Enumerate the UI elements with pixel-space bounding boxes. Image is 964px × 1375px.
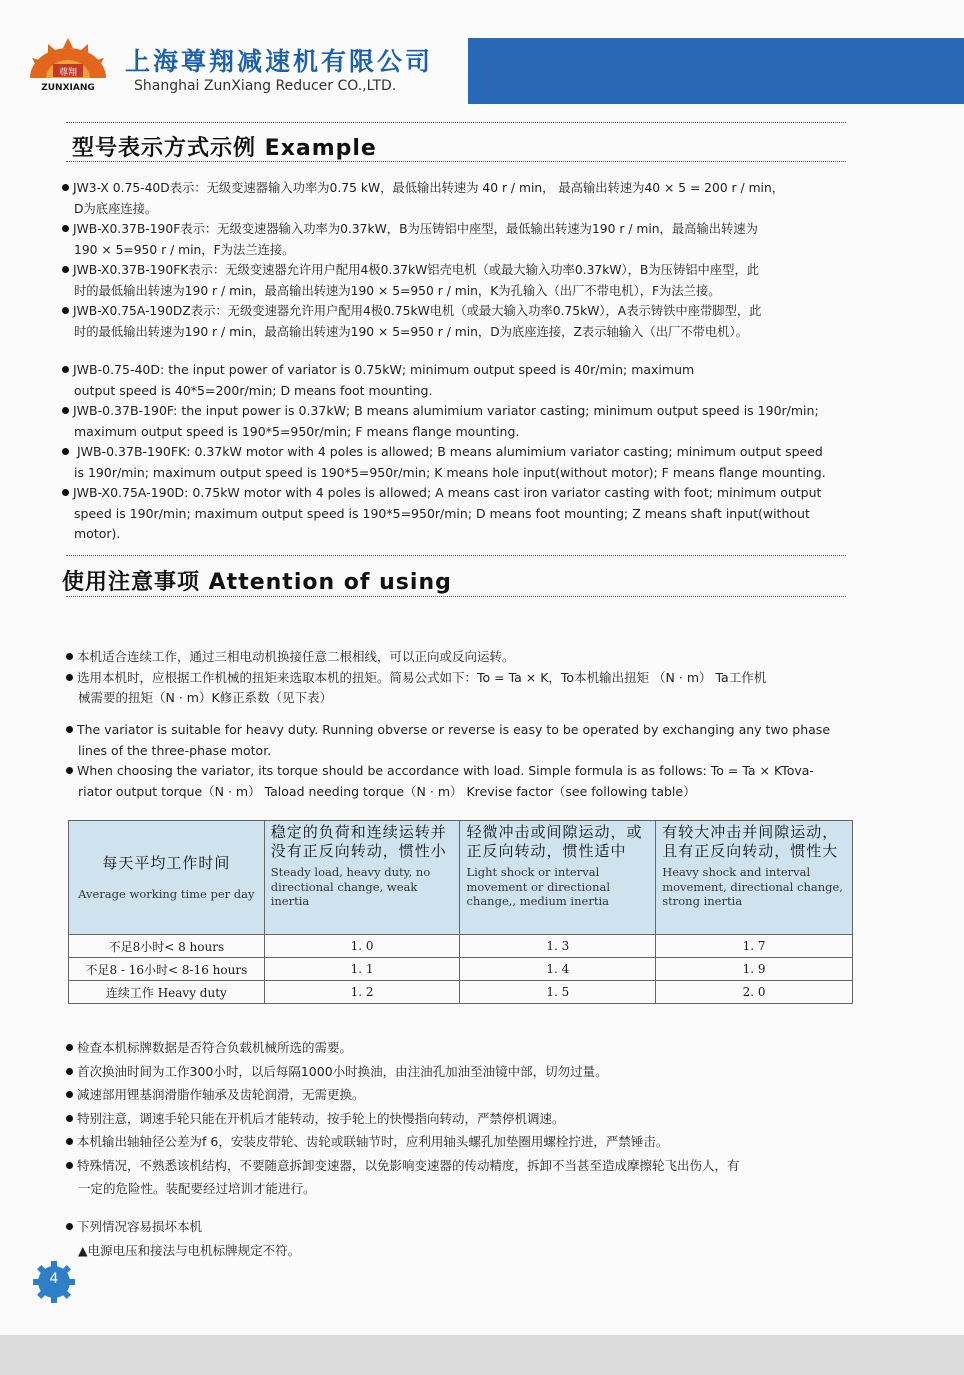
table-cell: 1. 3 (460, 935, 656, 958)
list-item-line (62, 281, 862, 302)
divider (66, 555, 846, 556)
table-cell: 1. 1 (264, 958, 460, 981)
table-cell: 不足8 - 16小时< 8-16 hours (69, 958, 265, 981)
bullet-icon (62, 407, 69, 414)
list-item-line (66, 1154, 866, 1178)
company-name-cn: 上海尊翔减速机有限公司 (125, 47, 434, 76)
list-item-line (62, 219, 862, 240)
bullet-icon (62, 225, 69, 232)
header-en: Average working time per day (78, 886, 255, 901)
list-item-text: lines of the three-phase motor. (78, 742, 272, 758)
table-header-cell (460, 821, 656, 935)
table-cell: 1. 9 (656, 958, 853, 981)
list-item-text: 时的最低输出转速为190 r / min，最高输出转速为190 × 5=950 r / min，D为底座连接，Z表示轴输入（出厂不带电机）。 (74, 324, 748, 339)
list-item-line (62, 401, 862, 422)
header-en: Light shock or interval movement or directional change,, medium inertia (466, 865, 611, 908)
list-item-line (66, 688, 866, 709)
bullet-icon (62, 266, 69, 273)
list-item-text: 首次换油时间为工作300小时，以后每隔1000小时换油，由注油孔加油至油镜中部，切勿过量。 (77, 1063, 608, 1079)
table-cell: 1. 7 (656, 935, 853, 958)
bullet-icon (62, 307, 69, 314)
header-cn: 每天平均工作时间 (102, 853, 231, 872)
list-item-text: JWB-0.37B-190F: the input power is 0.37kW; B means alumimium variator casting; minimum output speed is 190r/min; (73, 403, 819, 418)
coefficient-table (68, 820, 853, 1004)
list-item-text: JWB-0.75-40D: the input power of variator is 0.75kW; minimum output speed is 40r/min; maximum (73, 362, 695, 377)
list-item-text: 检查本机标牌数据是否符合负载机械所选的需要。 (77, 1040, 353, 1055)
list-item-text: JWB-X0.37B-190FK表示：无级变速器允许用户配用4极0.37kW铝壳电机（或最大输入功率0.37kW），B为压铸铝中座型，此 (73, 263, 760, 277)
attention-cn-list (66, 647, 866, 709)
table-row (69, 981, 853, 1004)
list-item-line (66, 1036, 866, 1060)
bullet-icon (62, 489, 69, 496)
list-item-text: 减速部用锂基润滑脂作轴承及齿轮润滑，无需更换。 (77, 1087, 365, 1102)
list-item-line (66, 782, 866, 803)
list-item-text: maximum output speed is 190*5=950r/min; F means flange mounting. (74, 423, 520, 439)
list-item-line (62, 483, 862, 504)
list-item-line (66, 1060, 866, 1084)
bullet-icon (66, 1138, 73, 1145)
list-item-line (62, 178, 862, 199)
list-item-line (62, 504, 862, 525)
bullet-icon (66, 1068, 73, 1075)
bullet-icon (62, 366, 69, 373)
list-item-text: 特别注意，调速手轮只能在开机后才能转动，按手轮上的快慢指向转动，严禁停机调速。 (77, 1110, 565, 1126)
list-item-text: 190 × 5=950 r / min，F为法兰连接。 (74, 242, 295, 257)
list-item-text: is 190r/min; maximum output speed is 190*5=950r/min; K means hole input(without motor); F means flange mounting. (74, 464, 826, 480)
list-item-line (66, 1130, 866, 1154)
header-band (468, 38, 964, 104)
list-item-text: The variator is suitable for heavy duty. Running obverse or reverse is easy to be operated by exchanging any two phase (77, 722, 831, 737)
logo-text-en: ZUNXIANG (41, 83, 95, 93)
list-item-text: 时的最低输出转速为190 r / min，最高输出转速为190 × 5=950 r / min，K为孔输入（出厂不带电机），F为法兰接。 (74, 283, 721, 298)
list-item-line (62, 260, 862, 281)
table-cell: 2. 0 (656, 981, 853, 1004)
attention-en-list (66, 720, 866, 802)
list-item-line (66, 720, 866, 741)
list-item-line (62, 240, 862, 261)
bullet-icon (62, 448, 69, 455)
company-logo (18, 36, 118, 96)
list-item-line (62, 360, 862, 381)
list-item-line (62, 442, 862, 463)
list-item-line (66, 647, 866, 668)
bullet-icon (66, 653, 73, 660)
table-header-row (69, 821, 853, 935)
list-item-line (62, 199, 862, 220)
list-item-line (62, 463, 862, 484)
bullet-icon (66, 1091, 73, 1098)
list-item-text: 械需要的扭矩（N · m）K修正系数（见下表） (78, 690, 333, 705)
list-item-line (62, 422, 862, 443)
divider (66, 161, 846, 162)
list-item-line (62, 301, 862, 322)
bullet-icon (66, 1223, 73, 1230)
list-item-line (66, 1083, 866, 1107)
page-header (0, 0, 964, 105)
list-item-line (62, 524, 862, 545)
example-section-title: 型号表示方式示例 Example (72, 136, 377, 161)
table-row (69, 935, 853, 958)
bullet-icon (66, 726, 73, 733)
list-item-text: output speed is 40*5=200r/min; D means foot mounting. (74, 382, 433, 398)
example-en-list (62, 360, 862, 545)
list-item-line (62, 322, 862, 343)
list-item-text: When choosing the variator, its torque should be accordance with load. Simple formula is as follows: To = Ta × KTova- (77, 763, 814, 778)
bullet-icon (66, 1162, 73, 1169)
table-cell: 连续工作 Heavy duty (69, 981, 265, 1004)
list-item-text: JWB-X0.75A-190D: 0.75kW motor with 4 poles is allowed; A means cast iron variator casting with foot; minimum output (73, 485, 822, 500)
damage-block (66, 1215, 866, 1262)
list-item-text: 一定的危险性。装配要经过培训才能进行。 (78, 1181, 316, 1196)
header-cn: 稳定的负荷和连续运转并没有正反向转动，惯性小 (270, 823, 447, 860)
table-cell: 不足8小时< 8 hours (69, 935, 265, 958)
attention-section-title: 使用注意事项 Attention of using (62, 570, 452, 595)
list-item-text: JWB-X0.37B-190F表示：无级变速器输入功率为0.37kW，B为压铸铝中座型，最低输出转速为190 r / min，最高输出转速为 (73, 222, 758, 236)
example-cn-list (62, 178, 862, 342)
page-number-badge (32, 1260, 76, 1304)
bullet-icon (66, 1044, 73, 1051)
list-item-text: JWB-X0.75A-190DZ表示：无级变速器允许用户配用4极0.75kW电机（或最大输入功率0.75kW），A表示铸铁中座带脚型，此 (73, 304, 762, 318)
list-item-text: D为底座连接。 (74, 201, 158, 216)
list-item-line (66, 761, 866, 782)
list-item-line (66, 1177, 866, 1201)
header-cn: 轻微冲击或间隙运动，或正反向转动，惯性适中 (466, 823, 643, 860)
table-cell: 1. 2 (264, 981, 460, 1004)
list-item-line (62, 381, 862, 402)
table-cell: 1. 4 (460, 958, 656, 981)
table-row (69, 958, 853, 981)
list-item-text: 本机适合连续工作，通过三相电动机换接任意二根相线，可以正向或反向运转。 (77, 649, 515, 664)
list-item-text: motor). (74, 526, 121, 541)
logo-text-cn: 尊翔 (58, 68, 78, 78)
header-cn: 有较大冲击并间隙运动，且有正反向转动，惯性大 (662, 823, 839, 860)
list-item-text: JW3-X 0.75-40D表示：无级变速器输入功率为0.75 kW，最低输出转速为 40 r / min， 最高输出转速为40 × 5 = 200 r / min， (73, 181, 785, 195)
company-name-en: Shanghai ZunXiang Reducer CO.,LTD. (134, 78, 397, 94)
list-item-line (66, 1107, 866, 1131)
bullet-icon (66, 1115, 73, 1122)
table-cell: 1. 0 (264, 935, 460, 958)
divider (66, 596, 846, 597)
bullet-icon (66, 674, 73, 681)
list-item-text: JWB-0.37B-190FK: 0.37kW motor with 4 poles is allowed; B means alumimium variator casting; minimum output speed (73, 444, 823, 459)
list-item-text: riator output torque（N · m） Taload needing torque（N · m） Krevise factor（see following table） (78, 783, 696, 799)
notes-list (66, 1036, 866, 1201)
page-bottom-edge (0, 1335, 964, 1375)
damage-title: 下列情况容易损坏本机 (77, 1219, 203, 1234)
list-item: ▲电源电压和接法与电机标牌规定不符。 (78, 1242, 301, 1258)
table-cell: 1. 5 (460, 981, 656, 1004)
table-header-cell (69, 821, 265, 935)
list-item (66, 1215, 866, 1239)
list-item-line (66, 668, 866, 689)
bullet-icon (66, 767, 73, 774)
table-header-cell (656, 821, 853, 935)
header-en: Heavy shock and interval movement, directional change, strong inertia (662, 865, 843, 908)
bullet-icon (62, 184, 69, 191)
list-item-text: 特殊情况，不熟悉该机结构，不要随意拆卸变速器，以免影响变速器的传动精度，拆卸不当甚至造成摩擦轮飞出伤人，有 (77, 1157, 740, 1173)
header-en: Steady load, heavy duty, no directional change, weak inertia (270, 865, 431, 908)
list-item-text: speed is 190r/min; maximum output speed is 190*5=950r/min; D means foot mounting; Z means shaft input(without (74, 505, 810, 521)
list-item-line (66, 741, 866, 762)
table-header-cell (264, 821, 460, 935)
list-item-text: 选用本机时，应根据工作机械的扭矩来选取本机的扭矩。简易公式如下：To = Ta × K，To本机输出扭矩 （N · m） Ta工作机 (77, 669, 767, 685)
list-item-text: 本机输出轴轴径公差为f 6，安装皮带轮、齿轮或联轴节时，应利用轴头螺孔加垫圈用螺栓拧进，严禁锤击。 (77, 1134, 669, 1149)
divider (66, 122, 846, 123)
page-number: 4 (49, 1271, 59, 1287)
